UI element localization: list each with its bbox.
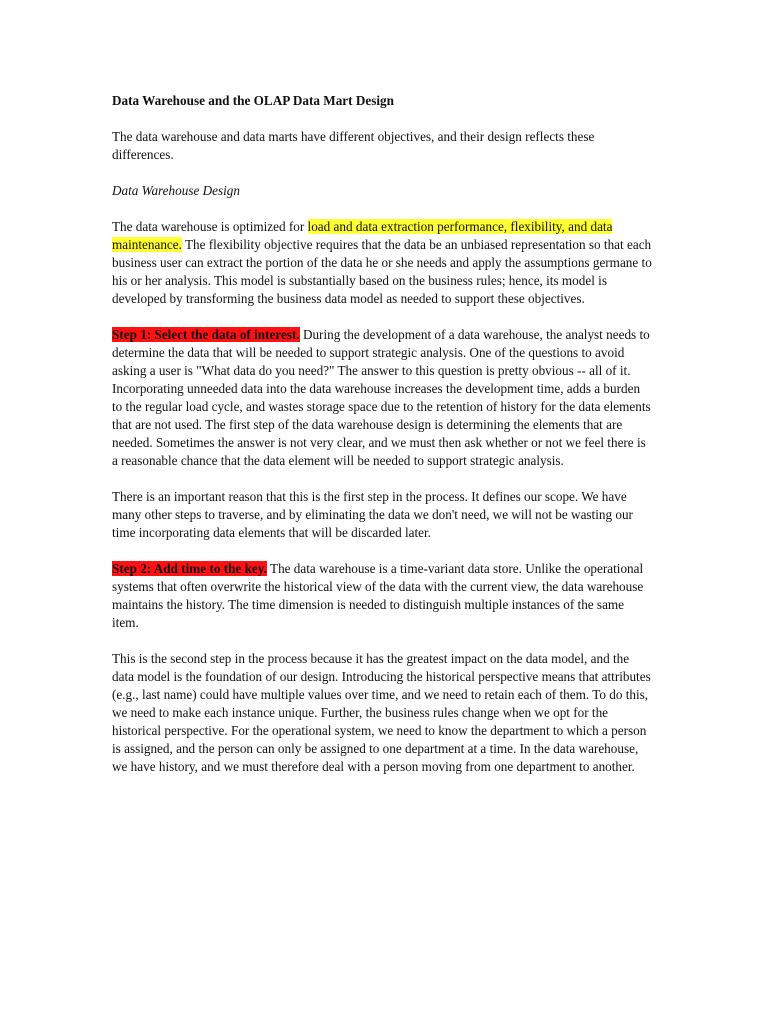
step2-text: The data warehouse is a time-variant data store. Unlike the operational systems that often overwrite the historical view of the data with the current view, the data warehouse maintains the history. The time dimension is needed to distinguish multiple instances of the same item. [112,561,644,630]
design-paragraph-rest: The flexibility objective requires that the data be an unbiased representation so that each business user can extract the portion of the data he or she needs and apply the assumptions germane to his or her analysis. This model is substantially based on the business rules; hence, its model is developed by transforming the business data model as needed to support these objectives. [112,237,652,306]
highlighted-objectives: load and data extraction performance, flexibility, and data maintenance. [112,219,613,252]
document-page [112,92,652,794]
design-paragraph [112,218,652,308]
step1-text: During the development of a data warehouse, the analyst needs to determine the data that will be needed to support strategic analysis. One of the questions to avoid asking a user is "What data do you need?" The answer to this question is pretty obvious -- all of it. Incorporating unneeded data into the data warehouse increases the development time, adds a burden to the regular load cycle, and wastes storage space due to the retention of history for the data elements that are not used. The first step of the data warehouse design is determining the elements that are needed. Sometimes the answer is not very clear, and we must then ask whether or not we feel there is a reasonable chance that the data element will be needed to support strategic analysis. [112,327,651,468]
history-paragraph: This is the second step in the process because it has the greatest impact on the data model, and the data model is the foundation of our design. Introducing the historical perspective means that attributes (e.g., last name) could have multiple values over time, and we need to retain each of them. To do this, we need to make each instance unique. Further, the business rules change when we opt for the historical perspective. For the operational system, we need to know the department to which a person is assigned, and the person can only be assigned to one department at a time. In the data warehouse, we have history, and we must therefore deal with a person moving from one department to another. [112,651,651,774]
step2-paragraph [112,560,652,632]
design-paragraph-start: The data warehouse is optimized for [112,219,308,234]
scope-paragraph: There is an important reason that this is the first step in the process. It defines our scope. We have many other steps to traverse, and by eliminating the data we don't need, we will not be wasting our time incorporating data elements that will be discarded later. [112,489,633,540]
section-heading: Data Warehouse Design [112,183,240,198]
intro-paragraph: The data warehouse and data marts have different objectives, and their design reflects these differences. [112,129,595,162]
step2-label: Step 2: Add time to the key. [112,561,267,576]
step1-paragraph [112,326,652,470]
step1-label: Step 1: Select the data of interest. [112,327,300,342]
document-title: Data Warehouse and the OLAP Data Mart Design [112,93,394,108]
